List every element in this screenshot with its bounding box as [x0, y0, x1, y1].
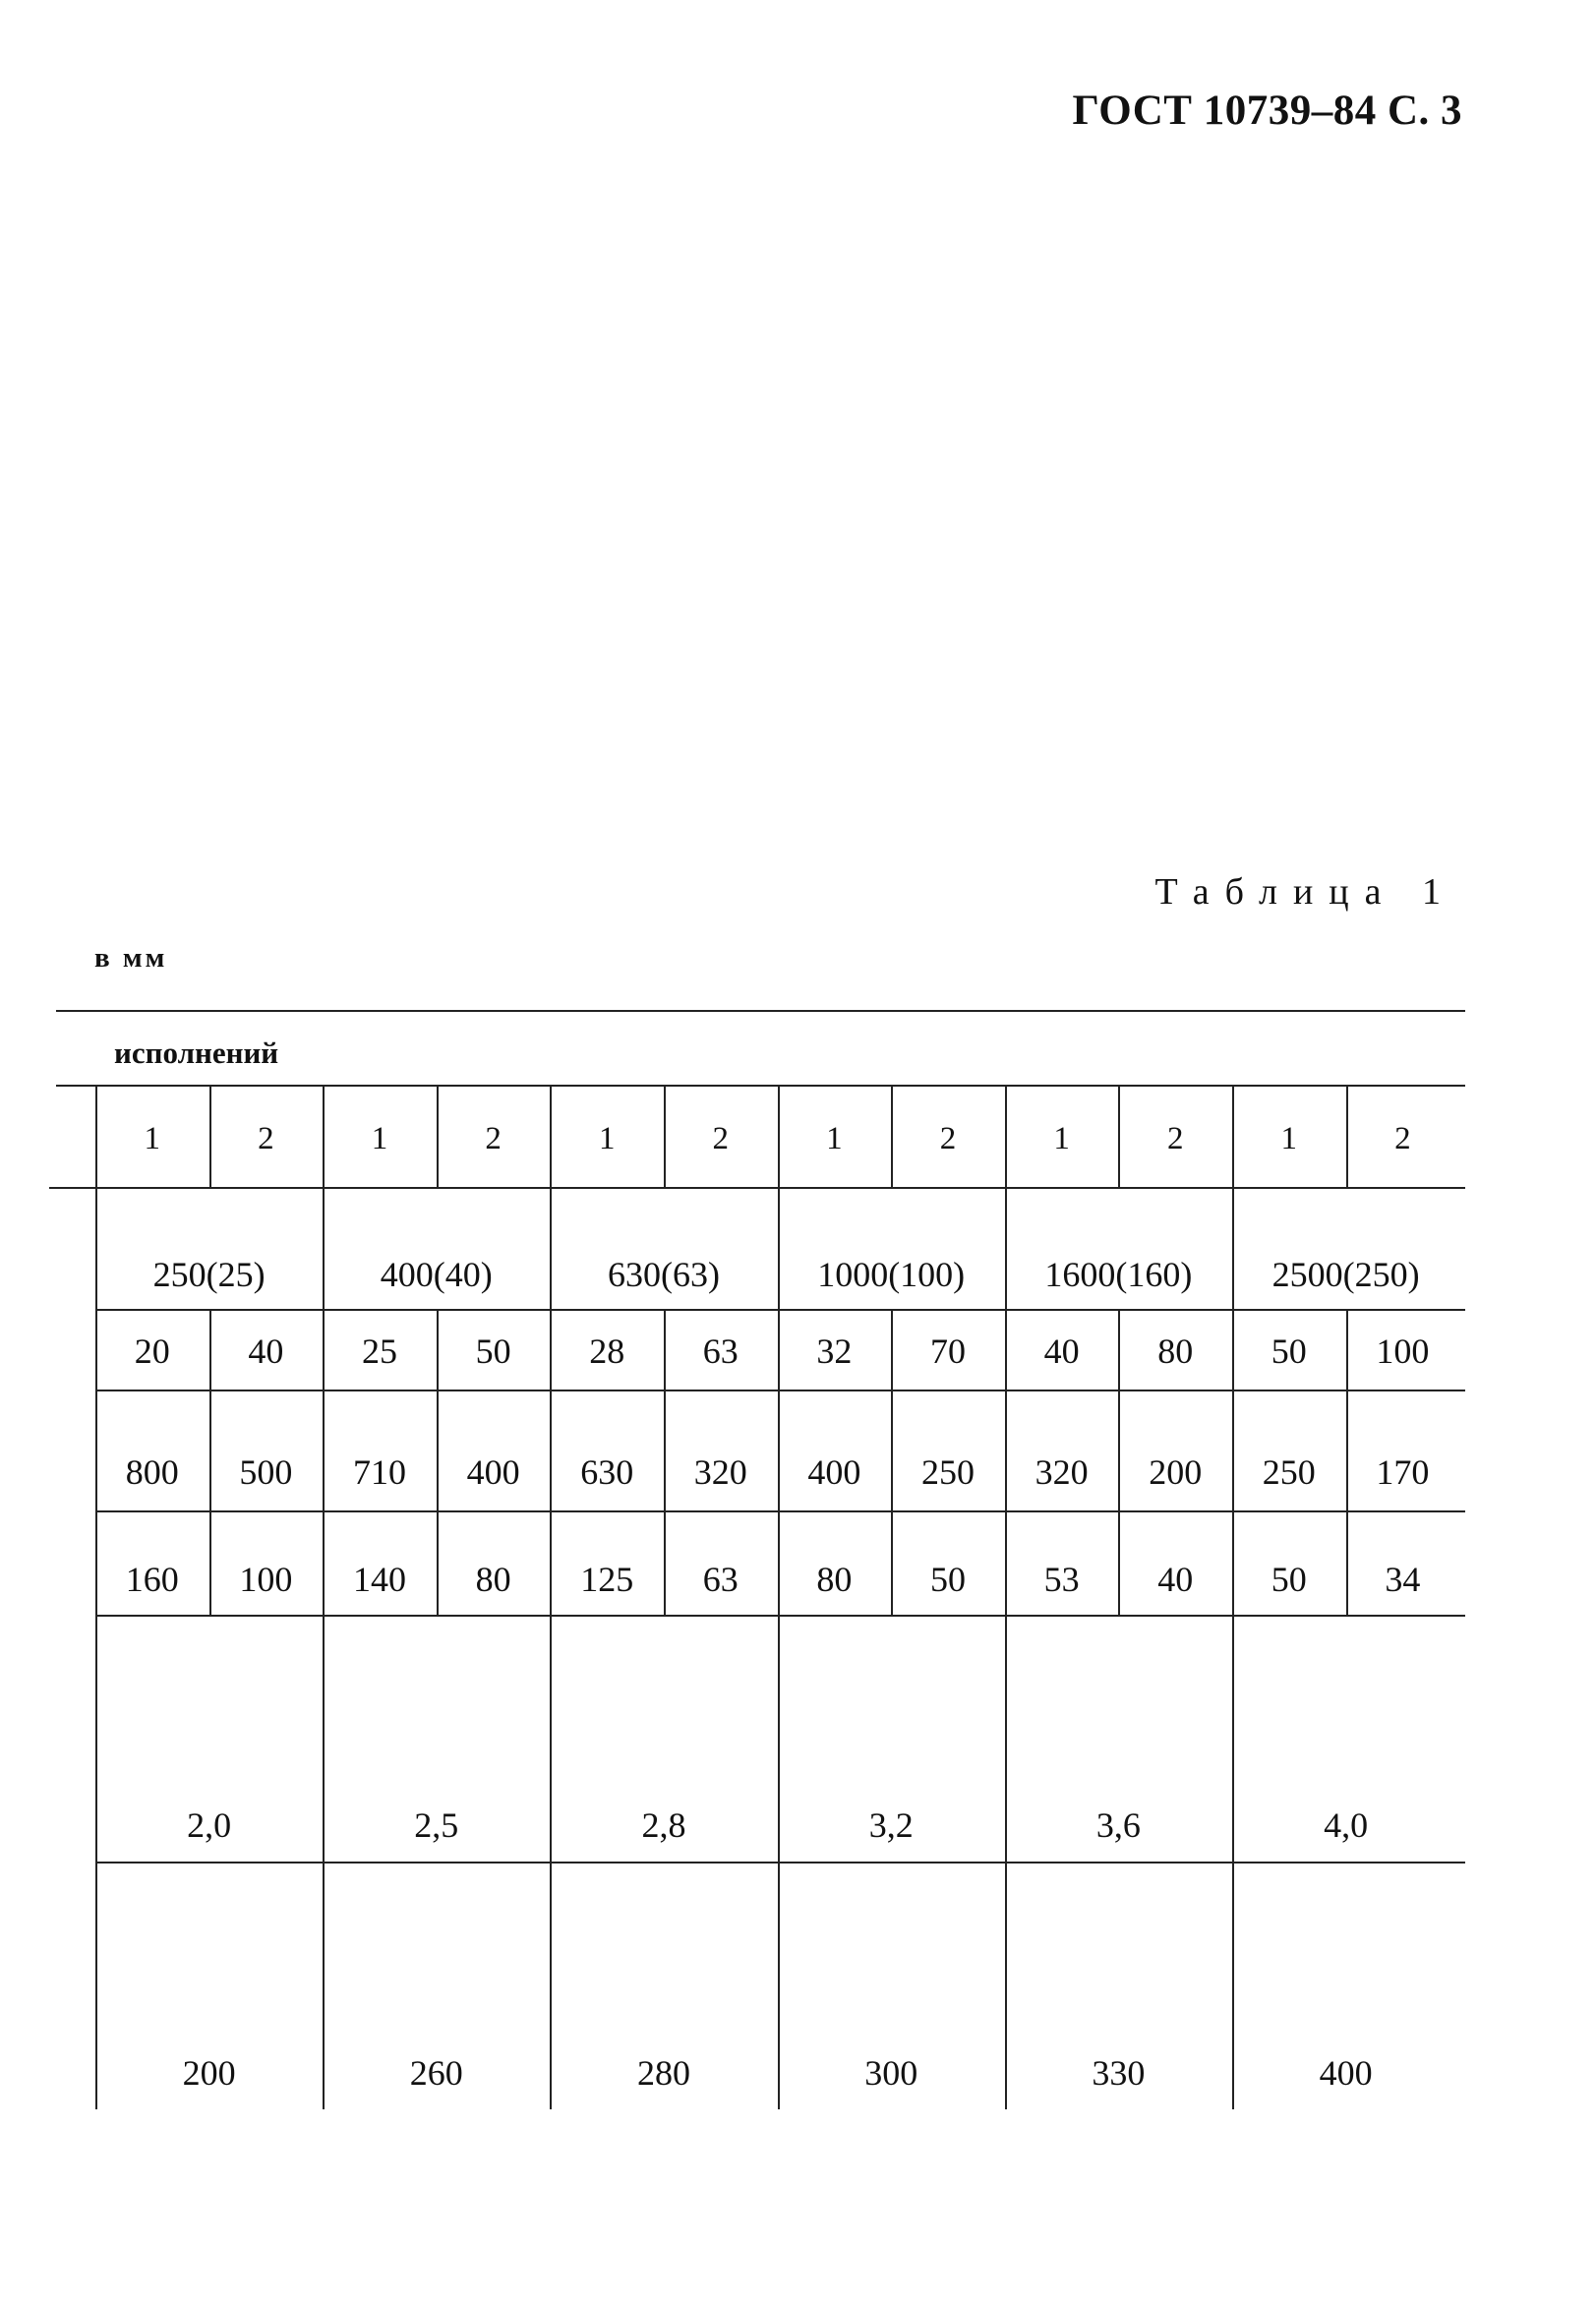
table-cell: 63 [702, 1331, 739, 1371]
table-cell: 40 [1157, 1560, 1194, 1599]
execution-number: 1 [598, 1121, 616, 1156]
table-cell: 630 [580, 1452, 634, 1492]
table-cell: 280 [636, 2053, 690, 2093]
table-cell: 710 [352, 1452, 406, 1492]
table-cell: 400 [1319, 2053, 1373, 2093]
table-cell: 125 [580, 1560, 634, 1599]
table-cell: 70 [929, 1331, 966, 1371]
table-cell: 250 [920, 1452, 975, 1492]
group-divider [550, 1085, 552, 2109]
table-cell: 63 [702, 1560, 739, 1599]
table-cell: 80 [816, 1560, 853, 1599]
table-cell: 320 [1034, 1452, 1089, 1492]
table-cell: 300 [864, 2053, 918, 2093]
page-header: ГОСТ 10739–84 С. 3 [1072, 88, 1462, 134]
columns-header: исполнений [114, 1035, 279, 1070]
row-a-rule [95, 1390, 1465, 1391]
table-cell: 100 [239, 1560, 293, 1599]
table-cell: 40 [1043, 1331, 1080, 1371]
table-cell: 160 [125, 1560, 179, 1599]
group-label: 1600(160) [1044, 1255, 1193, 1294]
units-label: в мм [94, 942, 168, 974]
table-cell: 28 [589, 1331, 625, 1371]
table-cell: 80 [475, 1560, 511, 1599]
table-cell: 170 [1376, 1452, 1430, 1492]
execution-number: 2 [1166, 1121, 1184, 1156]
table-cell: 4,0 [1324, 1805, 1369, 1845]
execution-number: 1 [371, 1121, 388, 1156]
table-cell: 2,0 [187, 1805, 232, 1845]
table-cell: 330 [1092, 2053, 1146, 2093]
table-cell: 3,2 [868, 1805, 914, 1845]
table-top-rule [56, 1010, 1465, 1012]
table-cell: 32 [816, 1331, 853, 1371]
table-cell: 3,6 [1095, 1805, 1141, 1845]
table-cell: 260 [409, 2053, 463, 2093]
table-cell: 100 [1376, 1331, 1430, 1371]
execution-number: 1 [1053, 1121, 1070, 1156]
table-cell: 140 [352, 1560, 406, 1599]
table-cell: 50 [929, 1560, 966, 1599]
group-label: 630(63) [607, 1255, 720, 1294]
group-divider [95, 1085, 97, 2109]
execution-number: 2 [258, 1121, 274, 1156]
table-cell: 320 [693, 1452, 747, 1492]
table-cell: 2,8 [641, 1805, 686, 1845]
group-divider [323, 1085, 325, 2109]
table-cell: 400 [466, 1452, 520, 1492]
group-divider [1232, 1085, 1234, 2109]
execution-number: 1 [144, 1121, 161, 1156]
table-cell: 50 [1271, 1331, 1307, 1371]
table-cell: 200 [182, 2053, 236, 2093]
execution-number: 1 [1280, 1121, 1298, 1156]
group-label: 1000(100) [817, 1255, 966, 1294]
execution-number: 1 [826, 1121, 843, 1156]
execution-number: 2 [1394, 1121, 1411, 1156]
table-cell: 53 [1043, 1560, 1080, 1599]
row-c-rule [95, 1615, 1465, 1617]
table-cell: 400 [807, 1452, 861, 1492]
group-divider [778, 1085, 780, 2109]
group-label: 250(25) [152, 1255, 266, 1294]
table-cell: 25 [361, 1331, 397, 1371]
group-divider [1005, 1085, 1007, 2109]
group-row-rule [95, 1309, 1465, 1311]
table-cell: 40 [248, 1331, 284, 1371]
table-cell: 2,5 [414, 1805, 459, 1845]
table-cell: 80 [1157, 1331, 1194, 1371]
header-rule [56, 1085, 1465, 1087]
row-d-rule [95, 1862, 1465, 1863]
execution-number: 2 [712, 1121, 730, 1156]
table-title: Таблица 1 [1154, 871, 1456, 913]
table-cell: 20 [134, 1331, 170, 1371]
table-cell: 50 [475, 1331, 511, 1371]
table-cell: 50 [1271, 1560, 1307, 1599]
table-cell: 34 [1385, 1560, 1421, 1599]
table-cell: 200 [1149, 1452, 1203, 1492]
execution-number: 2 [485, 1121, 502, 1156]
execution-row-rule [49, 1187, 1465, 1189]
group-label: 2500(250) [1271, 1255, 1420, 1294]
table-cell: 500 [239, 1452, 293, 1492]
table-cell: 250 [1262, 1452, 1316, 1492]
execution-number: 2 [939, 1121, 957, 1156]
group-label: 400(40) [380, 1255, 493, 1294]
table-cell: 800 [125, 1452, 179, 1492]
row-b-rule [95, 1510, 1465, 1512]
